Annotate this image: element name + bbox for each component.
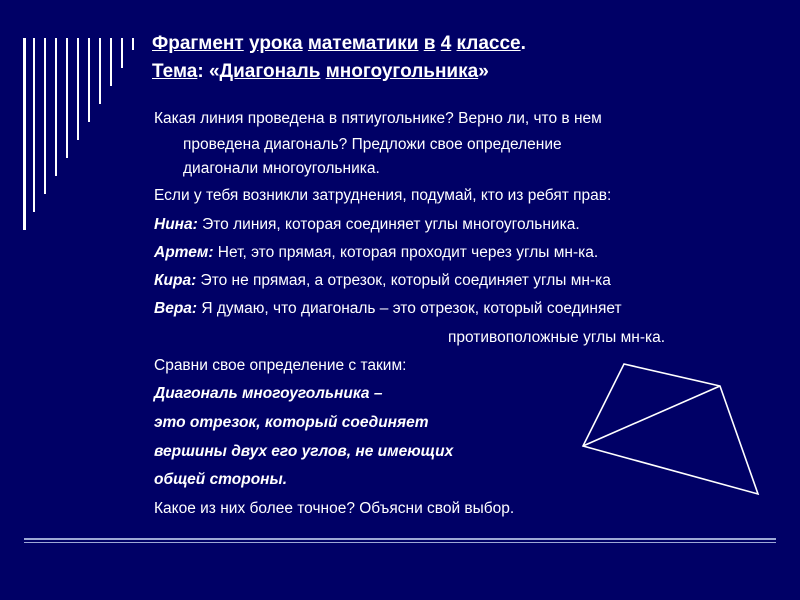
compare-line: Сравни свое определение с таким: <box>154 357 407 374</box>
corner-stripe <box>121 38 123 68</box>
answer-text: Я думаю, что диагональ – это отрезок, который соединяет <box>197 300 622 317</box>
answer-speaker: Вера: <box>154 300 198 317</box>
title-word: Фрагмент <box>152 33 244 54</box>
title-topic-label: Тема <box>152 61 198 82</box>
definition-line: общей стороны. <box>154 471 288 488</box>
title-word: Диагональ <box>219 61 321 82</box>
title-word: в <box>423 33 436 54</box>
corner-stripe <box>110 38 112 86</box>
definition-line: это отрезок, который соединяет <box>154 414 429 431</box>
corner-stripe <box>33 38 35 212</box>
slide-title <box>152 30 772 86</box>
title-word: математики <box>307 33 419 54</box>
bottom-rule <box>24 538 776 540</box>
corner-stripes-decoration <box>0 0 160 235</box>
answer-speaker: Артем: <box>154 244 214 261</box>
answer-text: Это не прямая, а отрезок, который соединяет углы мн-ка <box>196 272 611 289</box>
answer-speaker: Кира: <box>154 272 197 289</box>
title-punct: » <box>478 61 489 82</box>
answer-kira <box>154 272 611 290</box>
title-word: урока <box>249 33 303 54</box>
corner-stripe <box>55 38 57 176</box>
answer-speaker: Нина: <box>154 216 198 233</box>
title-word: 4 <box>440 33 452 54</box>
question-line-2: проведена диагональ? Предложи свое определение <box>183 136 562 153</box>
definition-line: вершины двух его углов, не имеющих <box>154 443 454 460</box>
title-punct: : « <box>197 61 220 82</box>
question-line-3: диагонали многоугольника. <box>183 160 380 177</box>
corner-stripe <box>132 38 134 50</box>
answer-artem <box>154 244 598 262</box>
title-line-2 <box>152 58 772 86</box>
closing-question: Какое из них более точное? Объясни свой выбор. <box>154 500 515 517</box>
answer-vera <box>154 300 622 318</box>
answer-text: Нет, это прямая, которая проходит через углы мн-ка. <box>213 244 599 261</box>
title-word: классе <box>456 33 521 54</box>
polygon-diagonal-figure <box>580 362 765 497</box>
answer-vera-continued: противоположные углы мн-ка. <box>448 329 666 346</box>
corner-stripe <box>44 38 46 194</box>
corner-stripe <box>77 38 79 140</box>
corner-stripe <box>66 38 68 158</box>
corner-stripe <box>23 38 26 230</box>
definition-line: Диагональ многоугольника – <box>154 385 383 402</box>
corner-stripe <box>99 38 101 104</box>
title-punct: . <box>520 33 526 54</box>
polygon-shape <box>583 364 758 494</box>
corner-stripe <box>88 38 90 122</box>
title-line-1 <box>152 30 772 58</box>
title-word: многоугольника <box>325 61 479 82</box>
intro-line: Если у тебя возникли затруднения, подумай, кто из ребят прав: <box>154 187 612 204</box>
answer-text: Это линия, которая соединяет углы многоугольника. <box>197 216 580 233</box>
question-line-1: Какая линия проведена в пятиугольнике? Верно ли, что в нем <box>154 110 602 127</box>
answer-nina <box>154 216 580 234</box>
bottom-rule-thin <box>24 542 776 543</box>
polygon-diagonal <box>583 386 720 446</box>
